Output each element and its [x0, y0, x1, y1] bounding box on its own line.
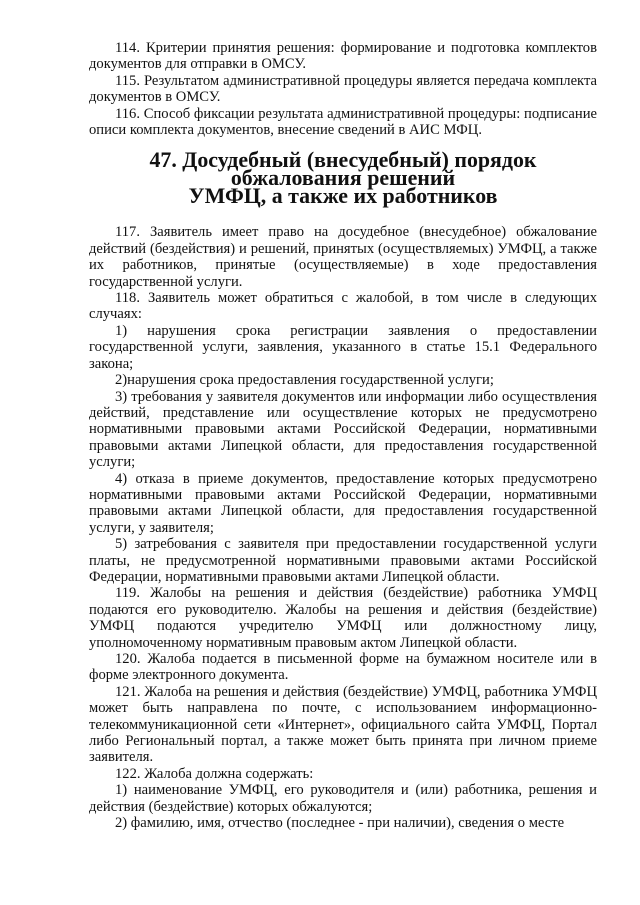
paragraph-117: 117. Заявитель имеет право на досудебное (внесудебное) обжалование действий (бездействия) и решений, принятых (осуществляемых) УМФЦ, а также их работников, принятые (осуществляемые) в ходе предоставления государственной услуги.	[89, 224, 597, 290]
list-item-122-2: 2) фамилию, имя, отчество (последнее - при наличии), сведения о месте	[115, 815, 565, 832]
list-item-118-5: 5) затребования с заявителя при предоставлении государственной услуги платы, не предусмотренной нормативными правовыми актами Российской Федерации, нормативными правовыми актами Липецкой области.	[89, 536, 597, 585]
list-item-118-4: 4) отказа в приеме документов, предоставление которых предусмотрено нормативными правовыми актами Российской Федерации, нормативными правовыми актами Липецкой области, для предоставления государственной услуги, у заявителя;	[89, 470, 597, 536]
section-title-line-2: УМФЦ, а также их работников	[188, 183, 498, 209]
section-title	[89, 147, 597, 209]
paragraph-116: 116. Способ фиксации результата административной процедуры: подписание описи комплекта документов, внесение сведений в АИС МФЦ.	[89, 105, 597, 139]
section-title-line-1: 47. Досудебный (внесудебный) порядок обжалования решений	[149, 147, 537, 191]
paragraph-114: 114. Критерии принятия решения: формирование и подготовка комплектов документов для отправки в ОМСУ.	[89, 40, 597, 73]
paragraph-120: 120. Жалоба подается в письменной форме на бумажном носителе или в форме электронного документа.	[89, 651, 597, 684]
paragraph-115: 115. Результатом административной процедуры является передача комплекта документов в ОМСУ.	[89, 72, 597, 106]
paragraph-122: 122. Жалоба должна содержать:	[115, 765, 314, 782]
list-item-118-1: 1) нарушения срока регистрации заявления о предоставлении государственной услуги, заявления, указанного в статье 15.1 Федерального закона;	[89, 322, 597, 372]
paragraph-119: 119. Жалобы на решения и действия (бездействие) работника УМФЦ подаются его руководителю. Жалобы на решения и действия (бездействие) УМФЦ подаются учредителю УМФЦ или должностному лицу, уполномоченному нормативным правовым актом Липецкой области.	[89, 585, 597, 651]
list-item-122-1: 1) наименование УМФЦ, его руководителя и (или) работника, решения и действия (бездействие) которых обжалуются;	[89, 782, 597, 815]
paragraph-118: 118. Заявитель может обратиться с жалобой, в том числе в следующих случаях:	[89, 290, 597, 323]
document-page	[89, 40, 597, 831]
paragraph-121: 121. Жалоба на решения и действия (бездействие) УМФЦ, работника УМФЦ может быть направлена по почте, с использованием информационно-телекоммуникационной сети «Интернет», официального сайта УМФЦ, Портал либо Региональный портал, а также может быть принята при личном приеме заявителя.	[89, 683, 597, 766]
list-item-118-2: 2)нарушения срока предоставления государственной услуги;	[115, 372, 494, 389]
list-item-118-3: 3) требования у заявителя документов или информации либо осуществления действий, представление или осуществление которых не предусмотрено нормативными правовыми актами Российской Федерации, нормативными правовыми актами Липецкой области, для предоставления государственной услуги;	[89, 388, 597, 471]
